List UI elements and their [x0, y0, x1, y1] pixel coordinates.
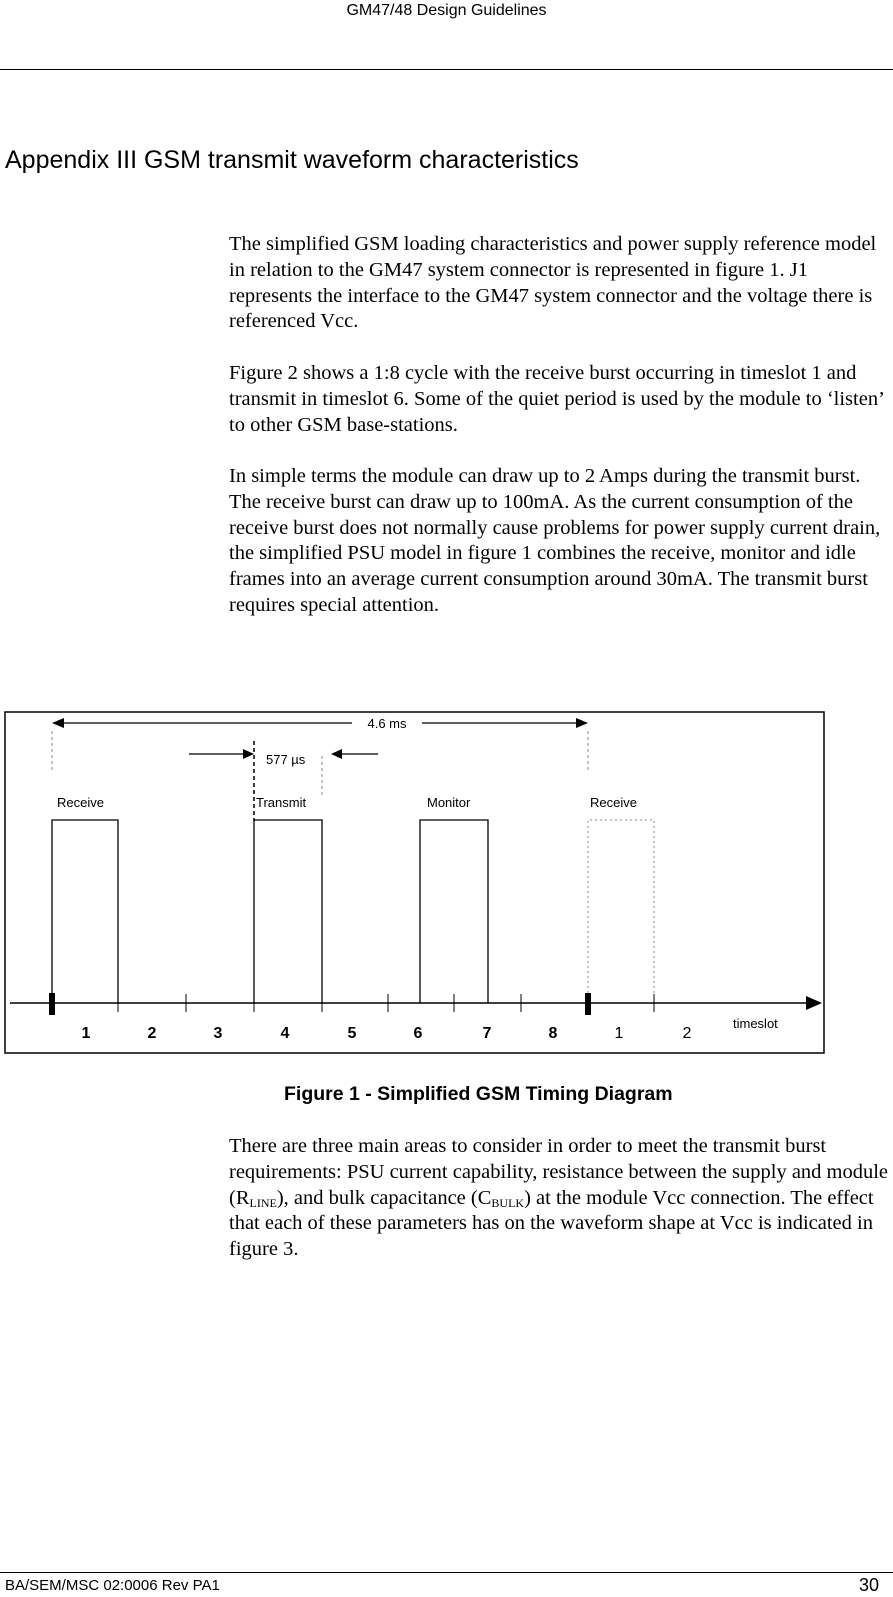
paragraph-4-part-c: ) at the module Vcc connection. The effect that each of these parameters has on the waveform shape at Vcc is indicated in figure 3. — [229, 1186, 874, 1261]
header-divider — [0, 69, 893, 70]
frame-start-marker — [49, 993, 55, 1015]
gsm-timing-diagram — [4, 711, 826, 1055]
c-bulk-subscript: BULK — [491, 1195, 525, 1210]
figure-caption: Figure 1 - Simplified GSM Timing Diagram — [284, 1083, 673, 1105]
paragraph-4-part-a: There are three main areas to consider in order to meet the transmit burst requirements: PSU current capability, resistance between the supply and module (R — [229, 1135, 889, 1209]
timeslot-number-next: 1 — [614, 1025, 624, 1042]
document-id: BA/SEM/MSC 02:0006 Rev PA1 — [5, 1577, 220, 1594]
paragraph-3: In simple terms the module can draw up to 2 Amps during the transmit burst. The receive burst can draw up to 100mA. As the current consumption of the receive burst does not normally cause problems for power supply current drain, the simplified PSU model in figure 1 combines the receive, monitor and idle frames into an average current consumption around 30mA. The transmit burst requires special attention. — [229, 465, 881, 616]
frame-arrow-left-head — [52, 718, 64, 728]
receive-burst — [52, 820, 118, 1003]
monitor-label: Monitor — [427, 795, 471, 810]
page-number: 30 — [858, 1575, 879, 1595]
diagram-frame — [5, 712, 824, 1053]
receive-label: Receive — [57, 795, 104, 810]
timeslot-number: 7 — [482, 1025, 492, 1042]
footer-divider — [0, 1572, 893, 1573]
receive-next-label: Receive — [590, 795, 637, 810]
timeslot-axis-label: timeslot — [733, 1016, 778, 1031]
frame-arrow-right-head — [576, 718, 588, 728]
r-line-subscript: LINE — [249, 1195, 277, 1210]
frame-end-marker — [585, 993, 591, 1015]
transmit-burst — [254, 820, 322, 1003]
paragraph-4 — [229, 1134, 889, 1263]
paragraph-2: Figure 2 shows a 1:8 cycle with the receive burst occurring in timeslot 1 and transmit in timeslot 6. Some of the quiet period is used by the module to ‘listen’ to other GSM base-stations. — [229, 362, 884, 436]
slot-duration-label: 577 µs — [266, 752, 306, 767]
slot-arrow-right-head — [331, 749, 342, 759]
receive-next-burst — [588, 820, 654, 1003]
timeslot-number: 2 — [147, 1025, 157, 1042]
timeslot-number: 6 — [413, 1025, 423, 1042]
monitor-burst — [420, 820, 488, 1003]
paragraph-1: The simplified GSM loading characteristics and power supply reference model in relation to the GM47 system connector is represented in figure 1. J1 represents the interface to the GM47 system connector and the voltage there is referenced Vcc. — [229, 233, 877, 333]
timeslot-number: 4 — [280, 1025, 290, 1042]
paragraph-4-part-b: ), and bulk capacitance (C — [276, 1186, 492, 1209]
timeslot-number: 1 — [81, 1025, 91, 1042]
slot-arrow-left-head — [243, 749, 254, 759]
page-header: GM47/48 Design Guidelines — [346, 2, 547, 19]
timeslot-number: 5 — [347, 1025, 357, 1042]
frame-duration-label: 4.6 ms — [367, 716, 407, 731]
transmit-label: Transmit — [256, 795, 307, 810]
section-title: Appendix III GSM transmit waveform characteristics — [5, 146, 579, 174]
timeslot-number-next: 2 — [682, 1025, 692, 1042]
timeslot-number: 3 — [213, 1025, 223, 1042]
timeslot-axis-arrow — [806, 996, 822, 1010]
timeslot-number: 8 — [548, 1025, 558, 1042]
